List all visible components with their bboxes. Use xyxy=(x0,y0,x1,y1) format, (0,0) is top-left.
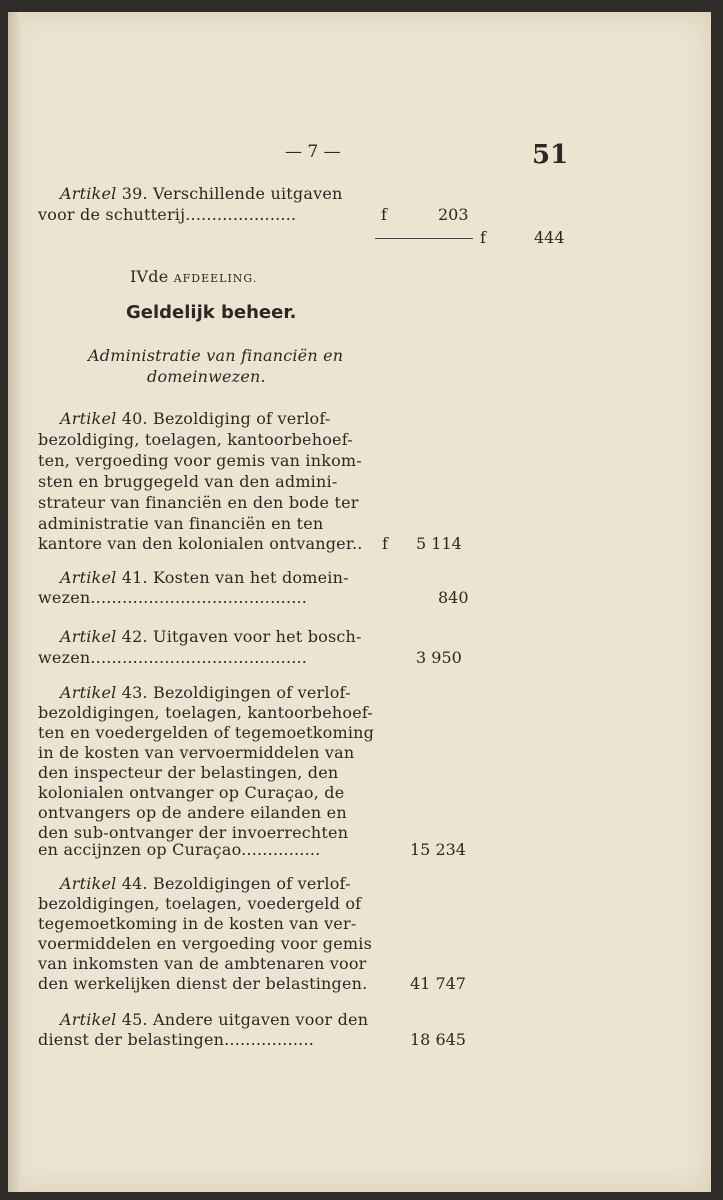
art45-line2: dienst der belastingen................. xyxy=(38,1030,315,1049)
art40-line3: ten, vergoeding voor gemis van inkom- xyxy=(38,451,362,470)
section-number: IVde xyxy=(130,267,169,286)
art44-line1 xyxy=(60,874,351,893)
art41-line1 xyxy=(60,568,349,587)
art39-text1: 39. Verschillende uitgaven xyxy=(116,184,343,203)
art43-line9: en accijnzen op Curaçao............... xyxy=(38,840,321,859)
art40-currency: f xyxy=(382,534,388,553)
art41-line2: wezen......................................... xyxy=(38,588,308,607)
art44-line3: tegemoetkoming in de kosten van ver- xyxy=(38,914,357,933)
document-page xyxy=(8,12,711,1192)
art39-label: Artikel xyxy=(60,184,117,203)
art40-text1: 40. Bezoldiging of verlof- xyxy=(116,409,331,428)
art45-amount: 18 645 xyxy=(410,1030,466,1049)
art39-amount: 203 xyxy=(438,205,469,224)
art45-text1: 45. Andere uitgaven voor den xyxy=(116,1010,369,1029)
art43-line2: bezoldigingen, toelagen, kantoorbehoef- xyxy=(38,703,374,722)
art43-amount: 15 234 xyxy=(410,840,466,859)
art39-currency: f xyxy=(381,205,387,224)
art43-line1 xyxy=(60,683,351,702)
subsection-title-line2: domeinwezen. xyxy=(147,367,266,386)
art44-line6: den werkelijken dienst der belastingen. xyxy=(38,974,368,993)
art41-amount: 840 xyxy=(438,588,469,607)
art43-line7: ontvangers op de andere eilanden en xyxy=(38,803,347,822)
art44-line4: voermiddelen en vergoeding voor gemis xyxy=(38,934,373,953)
art39-line1 xyxy=(60,184,343,203)
art43-line3: ten en voedergelden of tegemoetkoming xyxy=(38,723,375,742)
art42-label: Artikel xyxy=(60,627,117,646)
art45-label: Artikel xyxy=(60,1010,117,1029)
art44-amount: 41 747 xyxy=(410,974,466,993)
art42-text1: 42. Uitgaven voor het bosch- xyxy=(116,627,362,646)
page-spine xyxy=(8,12,22,1192)
art43-line6: kolonialen ontvanger op Curaçao, de xyxy=(38,783,345,802)
subtotal-amount: 444 xyxy=(534,228,565,247)
art40-line7: kantore van den kolonialen ontvanger.. xyxy=(38,534,363,553)
art41-text1: 41. Kosten van het domein- xyxy=(116,568,349,587)
art40-label: Artikel xyxy=(60,409,117,428)
art40-line1 xyxy=(60,409,331,428)
page-number: 51 xyxy=(532,140,569,170)
art44-text1: 44. Bezoldigingen of verlof- xyxy=(116,874,351,893)
art44-line2: bezoldigingen, toelagen, voedergeld of xyxy=(38,894,362,913)
art44-line5: van inkomsten van de ambtenaren voor xyxy=(38,954,367,973)
art40-amount: 5 114 xyxy=(416,534,462,553)
section-title: Geldelijk beheer. xyxy=(126,302,297,323)
subtotal-rule xyxy=(375,238,473,239)
art42-line2: wezen......................................... xyxy=(38,648,308,667)
subsection-title-line1: Administratie van financiën en xyxy=(88,346,344,365)
art40-line6: administratie van financiën en ten xyxy=(38,514,324,533)
art41-label: Artikel xyxy=(60,568,117,587)
art43-line4: in de kosten van vervoermiddelen van xyxy=(38,743,355,762)
subtotal-currency: f xyxy=(480,228,486,247)
art40-line5: strateur van financiën en den bode ter xyxy=(38,493,359,512)
art43-label: Artikel xyxy=(60,683,117,702)
art40-line2: bezoldiging, toelagen, kantoorbehoef- xyxy=(38,430,353,449)
art39-line2: voor de schutterij..................... xyxy=(38,205,297,224)
art40-line4: sten en bruggegeld van den admini- xyxy=(38,472,338,491)
section-word: AFDEELING. xyxy=(173,272,258,285)
art43-line8: den sub-ontvanger der invoerrechten xyxy=(38,823,349,842)
art45-line1 xyxy=(60,1010,368,1029)
art42-line1 xyxy=(60,627,362,646)
page-sequence-number: — 7 — xyxy=(285,142,341,162)
art44-label: Artikel xyxy=(60,874,117,893)
art42-amount: 3 950 xyxy=(416,648,462,667)
art43-line5: den inspecteur der belastingen, den xyxy=(38,763,339,782)
section-heading xyxy=(130,267,257,286)
art43-text1: 43. Bezoldigingen of verlof- xyxy=(116,683,351,702)
